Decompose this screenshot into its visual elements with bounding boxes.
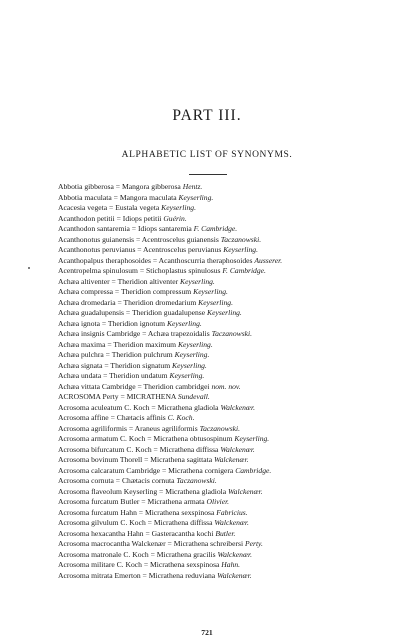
- synonym-text: Acrosoma agriliformis = Araneus agriliformis: [58, 423, 198, 433]
- synonym-author: Butler.: [215, 528, 236, 538]
- synonym-author: Taczanowski.: [199, 423, 241, 433]
- synonym-text: Acrosoma furcatum Hahn = Micrathena sexspinosa: [58, 507, 215, 517]
- synonym-text: Achæa altiventer = Theridion altiventer: [58, 276, 179, 286]
- synonym-text: Acrosoma armatum C. Koch = Micrathena obtusospinum: [58, 434, 233, 443]
- synonym-entry: [58, 298, 404, 309]
- synonym-text: Acrosoma cornuta = Chætacis cornuta: [58, 476, 175, 485]
- synonym-entry: [58, 382, 404, 393]
- synonym-text: Acrosoma hexacantha Hahn = Gasteracantha kochi: [58, 528, 214, 538]
- synonym-author: Ausserer.: [254, 255, 283, 265]
- synonym-text: Abbotia maculata = Mangora maculata: [58, 192, 177, 202]
- synonym-entry: [58, 203, 404, 214]
- synonym-author: Keyserling.: [223, 245, 259, 254]
- synonym-author: Keyserling.: [207, 308, 242, 317]
- synonym-text: Achæa pulchra = Theridion pulchrum: [58, 350, 173, 359]
- page-number: 721: [201, 628, 213, 637]
- synonym-author: Keyserling.: [161, 203, 196, 212]
- synonym-entry: [58, 476, 404, 487]
- synonym-entry: [58, 256, 404, 267]
- synonym-author: Walckenær.: [214, 518, 249, 527]
- synonym-author: Walckenær.: [220, 444, 255, 454]
- synonym-entry: [58, 445, 404, 456]
- synonym-author: Taczanowski.: [176, 476, 217, 485]
- synonym-text: Acanthodon santaremia = Idiops santaremia: [58, 224, 192, 233]
- synonym-entry: [58, 392, 404, 403]
- synonym-entry: [58, 413, 404, 424]
- synonym-text: Acanthonotus guianensis = Acentroscelus guianensis: [58, 234, 219, 244]
- synonym-entry: [58, 287, 404, 298]
- synonym-text: Acrosoma bifurcatum C. Koch = Micrathena diffissa: [58, 444, 219, 454]
- synonym-entry: [58, 235, 404, 246]
- synonym-author: Walckenær.: [217, 570, 252, 580]
- synonym-text: Achæa ignota = Theridion ignotum: [58, 318, 166, 328]
- synonym-text: Acrosoma calcaratum Cambridge = Micrathena cornigera: [58, 465, 234, 475]
- synonym-entry: [58, 245, 404, 256]
- synonym-text: Acacesia vegeta = Eustala vegeta: [58, 203, 160, 212]
- synonym-text: Acrosoma matronale C. Koch = Micrathena gracilis: [58, 549, 216, 559]
- synonym-entry: [58, 539, 404, 550]
- synonym-text: Acanthodon petitii = Idiops petitii: [58, 213, 162, 223]
- synonym-author: Walckenær.: [228, 486, 263, 496]
- synonym-author: Keyserling.: [178, 192, 214, 202]
- synonym-text: Acrosoma furcatum Butler = Micrathena armata: [58, 497, 205, 506]
- synonym-entry: [58, 266, 404, 277]
- synonym-text: Achæa dromedaria = Theridion dromedarium: [58, 297, 197, 307]
- synonym-text: Acentropelma spinulosum = Stichoplastus spinulosus: [58, 266, 221, 275]
- synonym-text: Acrosoma bovinum Thorell = Micrathena sagittata: [58, 455, 213, 464]
- synonym-text: Achæa signata = Theridion signatum: [58, 360, 171, 370]
- synonym-entry: [58, 434, 404, 445]
- synonym-entry: [58, 508, 404, 519]
- synonym-text: Achæa insignis Cambridge = Achæa trapezoidalis: [58, 329, 210, 338]
- synonym-text: Acrosoma militare C. Koch = Micrathena sexspinosa: [58, 560, 220, 569]
- synonym-author: Sundevall.: [177, 392, 210, 401]
- synonym-author: Keyserling.: [180, 276, 215, 286]
- synonym-author: C. Koch.: [167, 413, 195, 422]
- synonym-author: Keyserling.: [198, 297, 233, 307]
- synonym-entry: [58, 529, 404, 540]
- synonym-author: Keyserling.: [172, 360, 207, 370]
- synonym-author: Keyserling.: [174, 350, 210, 359]
- synonym-entry: [58, 361, 404, 372]
- synonym-author: nom. nov.: [211, 381, 241, 391]
- synonym-entry: [58, 193, 404, 204]
- synonym-author: Keyserling.: [193, 287, 228, 296]
- synonym-author: Hahn.: [221, 560, 241, 569]
- section-subtitle: ALPHABETIC LIST OF SYNONYMS.: [121, 150, 293, 160]
- synonym-entry: [58, 466, 404, 477]
- synonym-text: Achæa guadalupensis = Theridion guadalupense: [58, 308, 206, 317]
- synonym-entry: [58, 214, 404, 225]
- synonym-text: Achæa vittata Cambridge = Theridion cambridgei: [58, 381, 210, 391]
- synonym-text: Abbotia gibberosa = Mangora gibberosa: [58, 182, 181, 191]
- synonym-entry: [58, 571, 404, 582]
- synonym-entry: [58, 329, 404, 340]
- synonym-text: Acrosoma gilvulum C. Koch = Micrathena diffissa: [58, 518, 213, 527]
- synonym-entry: [58, 550, 404, 561]
- synonym-entry: [58, 455, 404, 466]
- synonym-list: [58, 182, 404, 581]
- synonym-author: Guérin.: [163, 213, 187, 223]
- synonym-author: Keyserling.: [169, 371, 205, 380]
- synonym-text: Acrosoma affine = Chætacis affinis: [58, 413, 166, 422]
- synonym-text: Achæa undata = Theridion undatum: [58, 371, 168, 380]
- part-title: PART III.: [172, 107, 242, 124]
- synonym-author: Cambridge.: [235, 465, 272, 475]
- synonym-entry: [58, 308, 404, 319]
- margin-mark: [28, 267, 30, 269]
- synonym-text: Acanthopalpus theraphosoides = Acanthoscurria theraphosoides: [58, 255, 253, 265]
- title-divider: [189, 174, 227, 175]
- synonym-text: Acrosoma macrocantha Walckenær = Micrathena schreibersi: [58, 539, 244, 548]
- synonym-entry: [58, 403, 404, 414]
- synonym-author: Fabricius.: [216, 507, 248, 517]
- synonym-text: Achæa compressa = Theridion compressum: [58, 287, 192, 296]
- synonym-author: Taczanowski.: [211, 329, 253, 338]
- synonym-text: ACROSOMA Perty = MICRATHENA: [58, 392, 176, 401]
- synonym-entry: [58, 424, 404, 435]
- synonym-author: F. Cambridge.: [193, 224, 238, 233]
- synonym-author: Walckenær.: [217, 549, 253, 559]
- synonym-entry: [58, 277, 404, 288]
- synonym-entry: [58, 497, 404, 508]
- synonym-text: Acrosoma mitrata Emerton = Micrathena reduviana: [58, 570, 216, 580]
- synonym-entry: [58, 371, 404, 382]
- synonym-author: Keyserling.: [177, 339, 213, 349]
- synonym-author: Walckenær.: [213, 455, 249, 464]
- synonym-entry: [58, 560, 404, 571]
- synonym-author: Walckenær.: [220, 402, 255, 412]
- synonym-author: Keyserling.: [234, 434, 270, 443]
- synonym-author: Perty.: [244, 539, 263, 548]
- synonym-entry: [58, 350, 404, 361]
- synonym-entry: [58, 487, 404, 498]
- synonym-entry: [58, 340, 404, 351]
- synonym-text: Acrosoma flaveolum Keyserling = Micrathena gladiola: [58, 486, 227, 496]
- synonym-text: Acanthonotus peruvianus = Acentroscelus peruvianus: [58, 245, 222, 254]
- synonym-text: Acrosoma aculeatum C. Koch = Micrathena gladiola: [58, 402, 219, 412]
- synonym-entry: [58, 224, 404, 235]
- synonym-entry: [58, 518, 404, 529]
- synonym-author: Olivier.: [206, 497, 230, 506]
- synonym-author: Keyserling.: [166, 318, 202, 328]
- synonym-author: Taczanowski.: [220, 234, 262, 244]
- synonym-author: Hentz.: [182, 182, 203, 191]
- synonym-text: Achæa maxima = Theridion maximum: [58, 339, 177, 349]
- synonym-entry: [58, 182, 404, 193]
- synonym-author: F. Cambridge.: [222, 266, 266, 275]
- synonym-entry: [58, 319, 404, 330]
